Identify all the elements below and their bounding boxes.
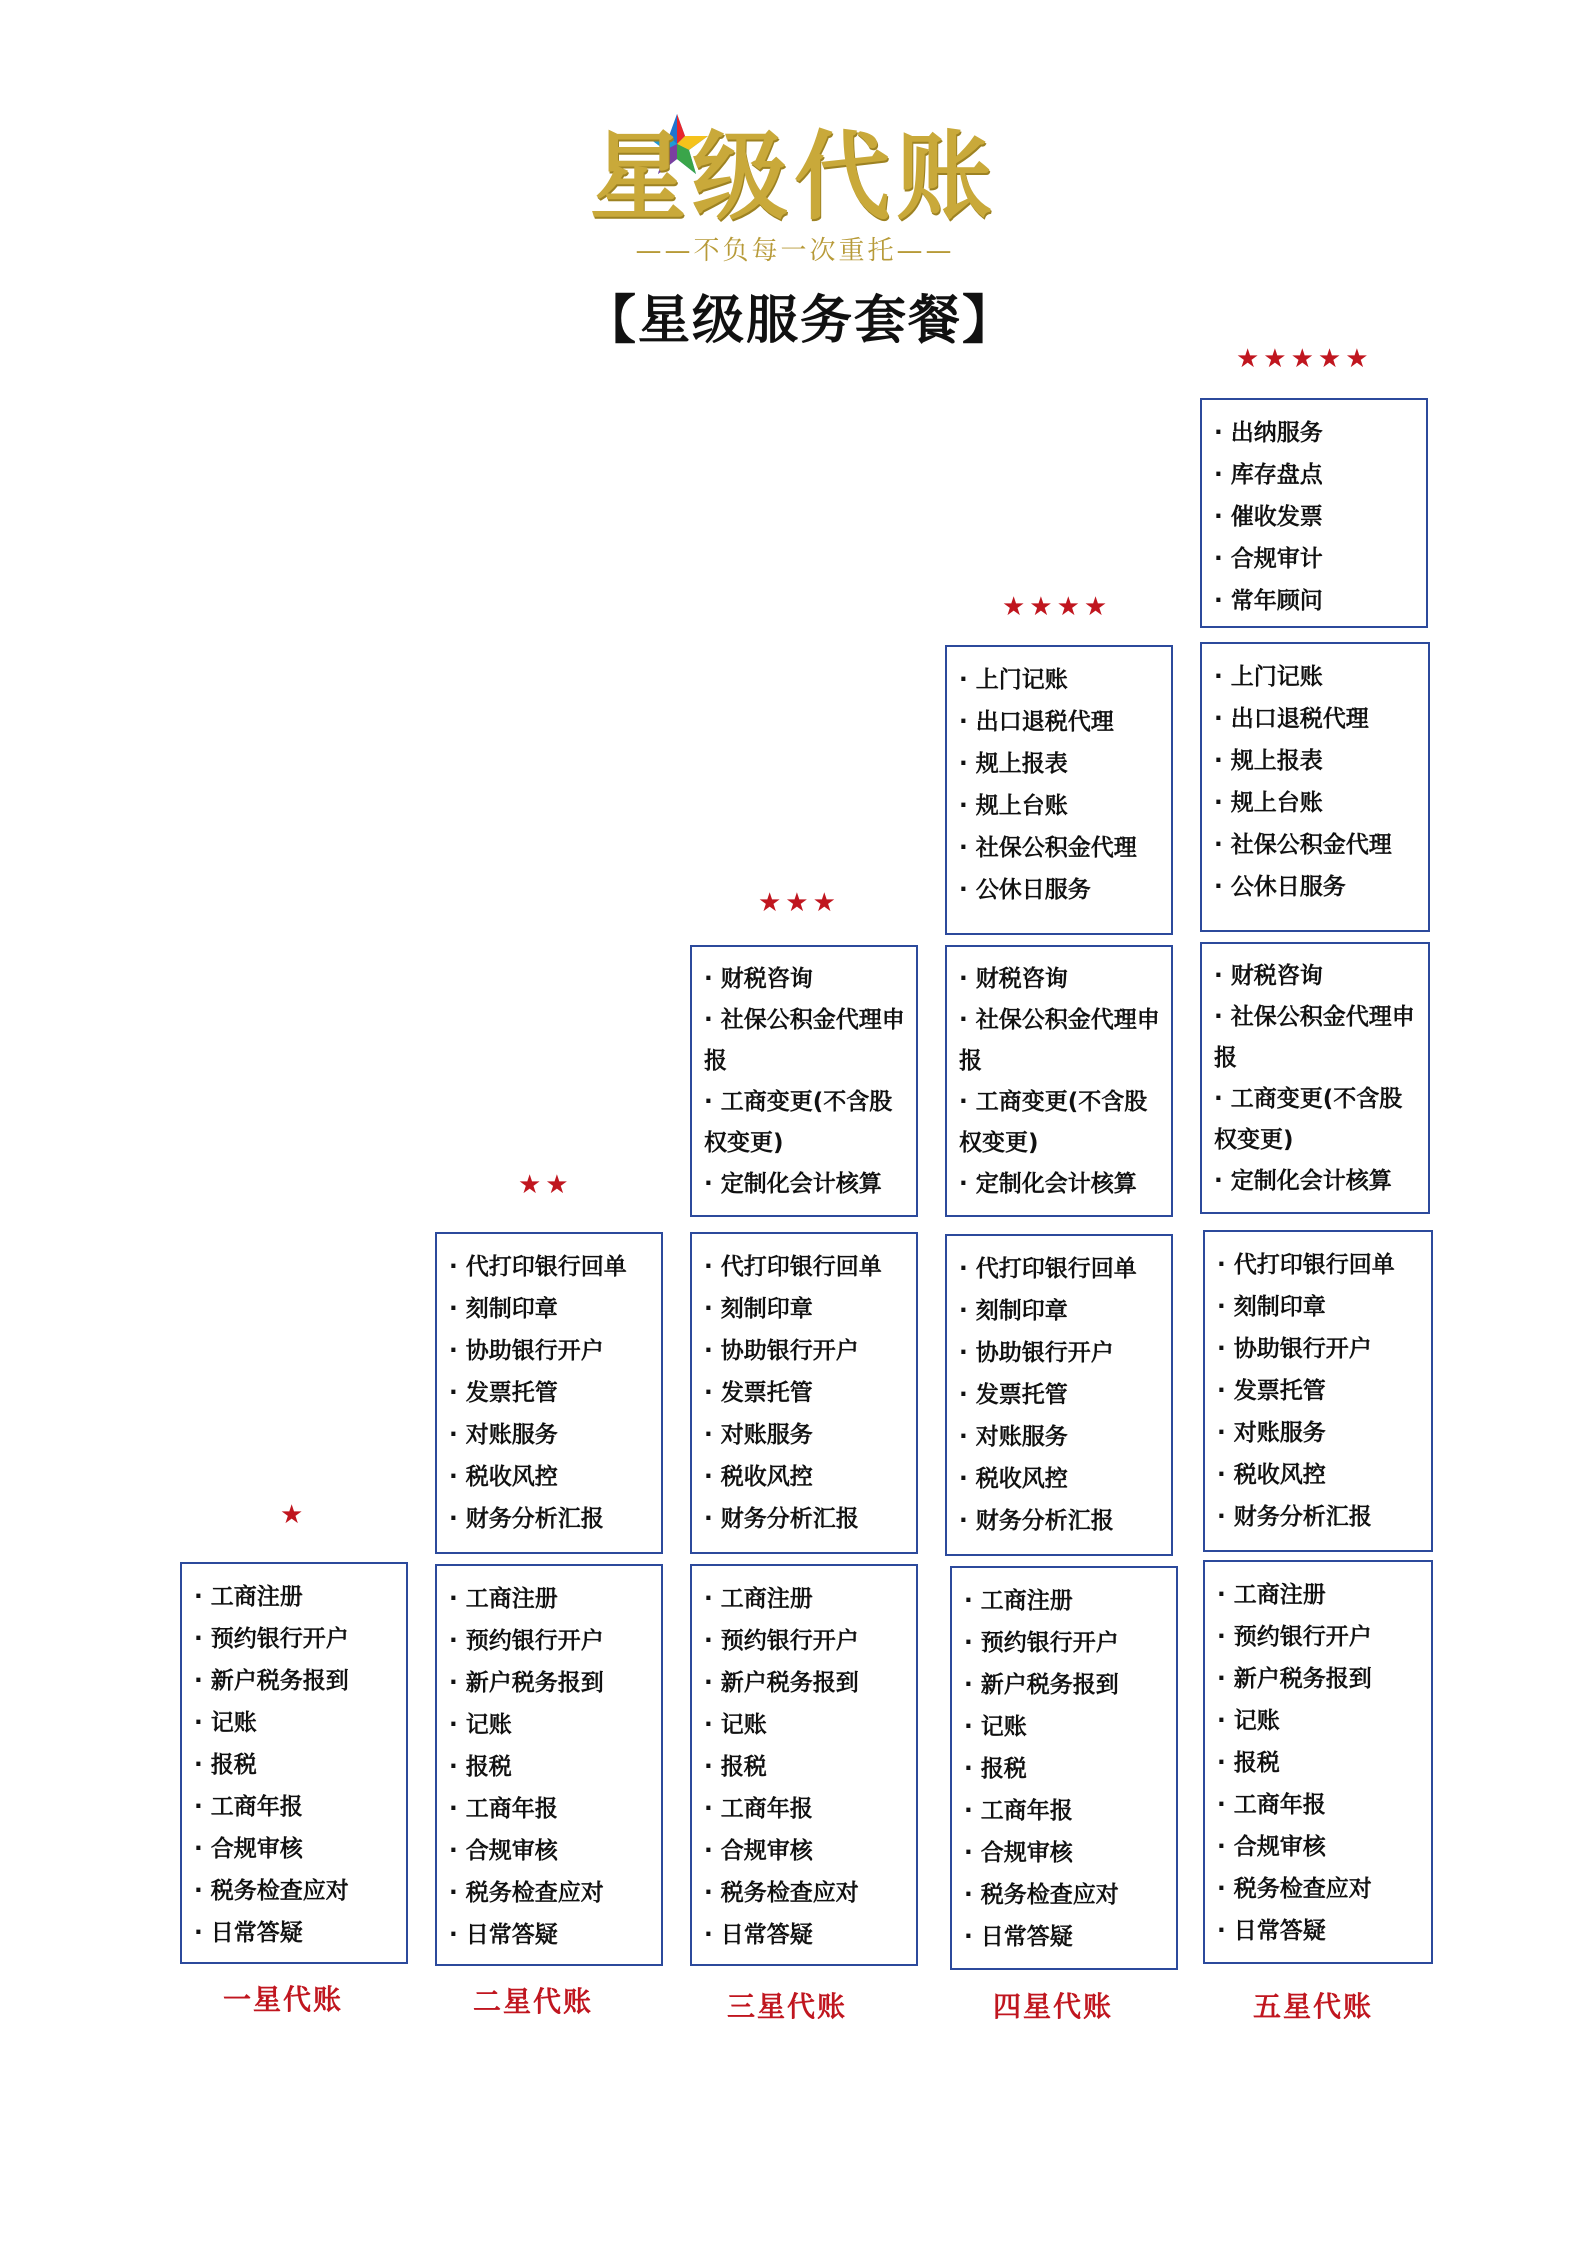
list-item: · 对账服务 [959,1416,1165,1458]
list-item: · 对账服务 [449,1414,655,1456]
list-item: · 社保公积金代理 [1214,824,1422,866]
list-item: · 工商年报 [704,1788,910,1830]
one-star-rating: ★ [280,1500,308,1530]
list-item: · 对账服务 [1217,1412,1425,1454]
list-item: · 定制化会计核算 [1214,1161,1422,1202]
list-item: · 合规审核 [704,1830,910,1872]
list-item: · 代打印银行回单 [1217,1244,1425,1286]
column3-level2-box [690,1232,918,1554]
list-item: · 发票托管 [449,1372,655,1414]
column5-level5-box [1200,398,1428,628]
list-item: · 出纳服务 [1214,412,1420,454]
list-item: · 工商变更(不含股权变更) [959,1082,1165,1164]
three-star-rating: ★★★ [758,888,840,918]
list-item: · 新户税务报到 [1217,1658,1425,1700]
list-item: · 财税咨询 [1214,956,1422,997]
list-item: · 预约银行开户 [704,1620,910,1662]
column4-basic-box [950,1566,1178,1970]
column4-level3-box [945,945,1173,1217]
column4-level4-box [945,645,1173,935]
tier-label-two: 二星代账 [473,1985,594,2018]
list-item: · 工商注册 [964,1580,1170,1622]
list-item: · 合规审核 [964,1832,1170,1874]
list-item: · 税务检查应对 [1217,1868,1425,1910]
list-item: · 预约银行开户 [194,1618,400,1660]
list-item: · 协助银行开户 [449,1330,655,1372]
list-item: · 税务检查应对 [194,1870,400,1912]
list-item: · 工商注册 [704,1578,910,1620]
tier-label-five: 五星代账 [1253,1990,1374,2023]
tier-label-four: 四星代账 [993,1990,1114,2023]
logo-text: 星级代账 [590,121,998,233]
list-item: · 工商年报 [964,1790,1170,1832]
list-item: · 社保公积金代理申报 [959,1000,1165,1082]
list-item: · 财务分析汇报 [959,1500,1165,1542]
list-item: · 合规审计 [1214,538,1420,580]
list-item: · 新户税务报到 [194,1660,400,1702]
column2-level2-box [435,1232,663,1554]
column4-level2-box [945,1234,1173,1556]
list-item: · 记账 [1217,1700,1425,1742]
column1-basic-box [180,1562,408,1964]
list-item: · 协助银行开户 [959,1332,1165,1374]
list-item: · 记账 [704,1704,910,1746]
list-item: · 规上台账 [1214,782,1422,824]
list-item: · 刻制印章 [959,1290,1165,1332]
list-item: · 日常答疑 [194,1912,400,1954]
page-title: 【星级服务套餐】 [583,290,1016,351]
list-item: · 报税 [194,1744,400,1786]
list-item: · 报税 [964,1748,1170,1790]
list-item: · 定制化会计核算 [959,1164,1165,1205]
list-item: · 工商注册 [194,1576,400,1618]
list-item: · 工商年报 [1217,1784,1425,1826]
list-item: · 出口退税代理 [1214,698,1422,740]
list-item: · 新户税务报到 [704,1662,910,1704]
column5-basic-box [1203,1560,1433,1964]
column5-level2-box [1203,1230,1433,1552]
list-item: · 协助银行开户 [704,1330,910,1372]
list-item: · 催收发票 [1214,496,1420,538]
list-item: · 财务分析汇报 [449,1498,655,1540]
list-item: · 合规审核 [194,1828,400,1870]
four-star-rating: ★★★★ [1002,592,1112,622]
tier-label-three: 三星代账 [727,1990,848,2023]
list-item: · 税收风控 [449,1456,655,1498]
list-item: · 常年顾问 [1214,580,1420,622]
list-item: · 合规审核 [449,1830,655,1872]
two-star-rating: ★★ [518,1170,573,1200]
list-item: · 税收风控 [704,1456,910,1498]
logo-slogan: ——不负每一次重托—— [635,236,955,266]
list-item: · 日常答疑 [1217,1910,1425,1952]
list-item: · 新户税务报到 [964,1664,1170,1706]
list-item: · 上门记账 [959,659,1165,701]
column3-basic-box [690,1564,918,1966]
list-item: · 日常答疑 [964,1916,1170,1958]
list-item: · 代打印银行回单 [959,1248,1165,1290]
list-item: · 工商注册 [449,1578,655,1620]
list-item: · 工商注册 [1217,1574,1425,1616]
list-item: · 日常答疑 [704,1914,910,1956]
tier-label-one: 一星代账 [223,1983,344,2016]
column2-basic-box [435,1564,663,1966]
list-item: · 税收风控 [959,1458,1165,1500]
column3-level3-box [690,945,918,1217]
list-item: · 税收风控 [1217,1454,1425,1496]
list-item: · 财务分析汇报 [704,1498,910,1540]
list-item: · 报税 [704,1746,910,1788]
list-item: · 财税咨询 [704,959,910,1000]
list-item: · 发票托管 [959,1374,1165,1416]
list-item: · 工商变更(不含股权变更) [704,1082,910,1164]
list-item: · 刻制印章 [1217,1286,1425,1328]
list-item: · 报税 [449,1746,655,1788]
list-item: · 规上报表 [1214,740,1422,782]
list-item: · 代打印银行回单 [704,1246,910,1288]
list-item: · 发票托管 [1217,1370,1425,1412]
list-item: · 规上台账 [959,785,1165,827]
list-item: · 代打印银行回单 [449,1246,655,1288]
list-item: · 协助银行开户 [1217,1328,1425,1370]
list-item: · 新户税务报到 [449,1662,655,1704]
list-item: · 社保公积金代理 [959,827,1165,869]
list-item: · 记账 [964,1706,1170,1748]
list-item: · 记账 [449,1704,655,1746]
list-item: · 公休日服务 [959,869,1165,911]
list-item: · 财税咨询 [959,959,1165,1000]
list-item: · 库存盘点 [1214,454,1420,496]
list-item: · 规上报表 [959,743,1165,785]
list-item: · 税务检查应对 [964,1874,1170,1916]
list-item: · 报税 [1217,1742,1425,1784]
column5-level3-box [1200,942,1430,1214]
column5-level4-box [1200,642,1430,932]
list-item: · 财务分析汇报 [1217,1496,1425,1538]
five-star-rating: ★★★★★ [1236,344,1373,374]
list-item: · 合规审核 [1217,1826,1425,1868]
list-item: · 发票托管 [704,1372,910,1414]
list-item: · 出口退税代理 [959,701,1165,743]
list-item: · 刻制印章 [449,1288,655,1330]
list-item: · 定制化会计核算 [704,1164,910,1205]
list-item: · 社保公积金代理申报 [704,1000,910,1082]
list-item: · 日常答疑 [449,1914,655,1956]
list-item: · 预约银行开户 [449,1620,655,1662]
list-item: · 预约银行开户 [964,1622,1170,1664]
list-item: · 刻制印章 [704,1288,910,1330]
list-item: · 对账服务 [704,1414,910,1456]
list-item: · 工商年报 [449,1788,655,1830]
list-item: · 上门记账 [1214,656,1422,698]
list-item: · 税务检查应对 [704,1872,910,1914]
list-item: · 工商变更(不含股权变更) [1214,1079,1422,1161]
brand-logo [590,112,1010,266]
list-item: · 公休日服务 [1214,866,1422,908]
list-item: · 预约银行开户 [1217,1616,1425,1658]
list-item: · 工商年报 [194,1786,400,1828]
list-item: · 记账 [194,1702,400,1744]
list-item: · 税务检查应对 [449,1872,655,1914]
list-item: · 社保公积金代理申报 [1214,997,1422,1079]
